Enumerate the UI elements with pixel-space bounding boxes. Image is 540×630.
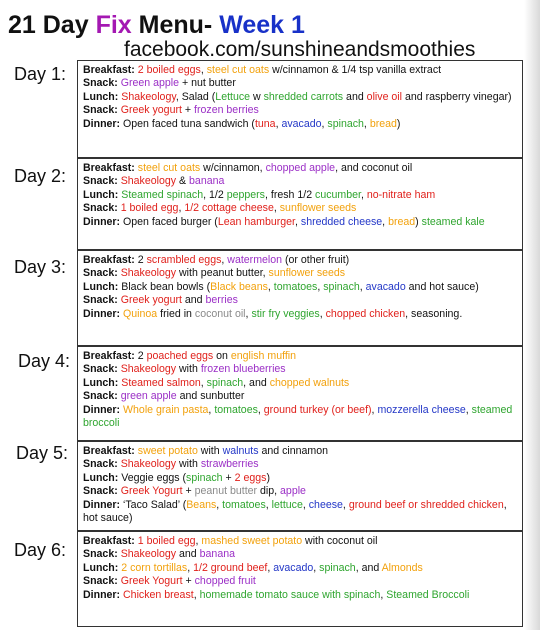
meal-label: Breakfast: bbox=[83, 350, 135, 362]
meal-text: with bbox=[176, 458, 201, 471]
meal-text: , bbox=[187, 561, 194, 574]
meal-label: Snack: bbox=[83, 485, 118, 498]
meal-text: , bbox=[195, 535, 202, 547]
meal-text: ‘Taco Salad’ ( bbox=[120, 498, 187, 511]
meal-text: , bbox=[265, 498, 272, 511]
meal-label: Lunch: bbox=[83, 188, 119, 201]
food-item: Shakeology bbox=[120, 175, 177, 188]
food-item: Shakeology bbox=[120, 267, 177, 280]
food-item: 2 corn tortillas bbox=[121, 561, 188, 574]
meal-text: , bbox=[319, 307, 326, 320]
food-item: ground beef or shredded chicken bbox=[348, 498, 504, 511]
meal-label: Breakfast: bbox=[83, 254, 135, 266]
meal-line bbox=[83, 472, 518, 485]
meal-label: Lunch: bbox=[83, 471, 119, 484]
meal-line bbox=[83, 118, 518, 131]
food-item: Greek yogurt bbox=[120, 294, 182, 307]
meal-line bbox=[83, 267, 518, 280]
food-item: tomatoes bbox=[214, 403, 258, 416]
meal-line bbox=[83, 535, 518, 548]
food-item: shredded cheese bbox=[300, 215, 383, 228]
food-item: spinach bbox=[323, 280, 360, 293]
meal-text: , bbox=[382, 215, 389, 228]
food-item: Steamed spinach bbox=[121, 188, 204, 201]
meal-label: Snack: bbox=[83, 77, 118, 90]
food-item: Green apple bbox=[120, 77, 180, 90]
meal-line bbox=[83, 589, 518, 602]
food-item: 2 eggs bbox=[234, 471, 267, 484]
meal-text: , bbox=[216, 498, 223, 511]
meal-text: and bbox=[176, 548, 200, 561]
meal-line bbox=[83, 562, 518, 575]
food-item: Shakeology bbox=[120, 458, 177, 471]
food-item: tomatoes bbox=[273, 280, 318, 293]
meal-label: Dinner: bbox=[83, 588, 121, 601]
meal-line bbox=[83, 202, 518, 215]
meal-text: , bbox=[245, 307, 252, 320]
food-item: Shakeology bbox=[120, 548, 177, 561]
meal-label: Snack: bbox=[83, 548, 118, 561]
meal-label: Lunch: bbox=[83, 280, 119, 293]
meal-text: , fresh 1/2 bbox=[264, 188, 316, 201]
meal-text: , bbox=[208, 403, 215, 416]
meal-text: , bbox=[193, 588, 200, 601]
food-item: no-nitrate ham bbox=[366, 188, 436, 201]
meal-text: , seasoning. bbox=[405, 307, 463, 320]
meal-label: Snack: bbox=[83, 390, 118, 403]
meal-text: , bbox=[465, 403, 472, 416]
meal-text: and raspberry vinegar) bbox=[402, 90, 512, 103]
meal-line bbox=[83, 499, 518, 526]
food-item: apple bbox=[280, 485, 306, 498]
food-item: Beans bbox=[186, 498, 217, 511]
meal-line bbox=[83, 548, 518, 561]
meal-line bbox=[83, 363, 518, 376]
meal-text: ) bbox=[266, 471, 270, 484]
meal-label: Dinner: bbox=[83, 215, 121, 228]
meal-line bbox=[83, 64, 518, 77]
food-item: steel cut oats bbox=[206, 64, 270, 76]
meal-text: and bbox=[181, 294, 206, 307]
meal-text: + nut butter bbox=[179, 77, 236, 90]
food-item: sunflower seeds bbox=[279, 202, 357, 215]
food-item: Chicken breast bbox=[123, 588, 194, 601]
meal-text: , bbox=[273, 202, 280, 215]
food-item: 1 boiled egg bbox=[137, 535, 196, 547]
food-item: cucumber bbox=[315, 188, 361, 201]
food-item: tomatoes bbox=[222, 498, 266, 511]
meal-text: ) bbox=[396, 117, 401, 130]
meal-text: w/cinnamon, bbox=[200, 162, 266, 174]
meal-text: 2 bbox=[134, 350, 147, 362]
meal-label: Snack: bbox=[83, 575, 118, 588]
meal-text: ) bbox=[415, 215, 422, 228]
meal-text: dip, bbox=[257, 485, 281, 498]
meal-label: Breakfast: bbox=[83, 445, 135, 457]
meal-line bbox=[83, 458, 518, 471]
meal-text: with bbox=[176, 363, 201, 376]
day-5-label: Day 5: bbox=[16, 443, 69, 463]
title-week: Week 1 bbox=[219, 11, 305, 39]
food-item: homemade tomato sauce with spinach bbox=[199, 588, 381, 601]
food-item: walnuts bbox=[222, 445, 259, 457]
food-item: olive oil bbox=[366, 90, 403, 103]
food-item: chopped apple bbox=[265, 162, 336, 174]
food-item: berries bbox=[205, 294, 238, 307]
meal-text: , Salad ( bbox=[175, 90, 216, 103]
food-item: mozzerella cheese bbox=[377, 403, 466, 416]
meal-line bbox=[83, 175, 518, 188]
meal-line bbox=[83, 485, 518, 498]
meal-text: Open faced burger ( bbox=[120, 215, 218, 228]
food-item: mashed sweet potato bbox=[201, 535, 303, 547]
meal-text: on bbox=[213, 350, 231, 362]
meal-text: Veggie eggs ( bbox=[118, 471, 187, 484]
food-item: steamed kale bbox=[421, 215, 485, 228]
meal-label: Dinner: bbox=[83, 307, 121, 320]
day-6-label: Day 6: bbox=[14, 540, 67, 560]
meal-text: , bbox=[200, 64, 207, 76]
meal-label: Dinner: bbox=[83, 498, 121, 511]
meal-line bbox=[83, 294, 518, 307]
food-item: stir fry veggies bbox=[251, 307, 320, 320]
food-item: frozen blueberries bbox=[200, 363, 286, 376]
food-item: green apple bbox=[120, 390, 177, 403]
meal-text: + bbox=[182, 575, 195, 588]
meal-text: w bbox=[250, 90, 264, 103]
meal-line bbox=[83, 308, 518, 321]
food-item: spinach bbox=[319, 561, 356, 574]
food-item: Shakeology bbox=[120, 363, 177, 376]
meal-text: fried in bbox=[157, 307, 195, 320]
meal-line bbox=[83, 575, 518, 588]
meal-text: Open faced tuna sandwich ( bbox=[120, 117, 255, 130]
food-item: Greek Yogurt bbox=[120, 485, 183, 498]
food-item: spinach bbox=[206, 376, 244, 389]
food-item: Shakeology bbox=[121, 90, 176, 103]
title-prefix: 21 Day bbox=[8, 11, 96, 39]
day-3-label: Day 3: bbox=[14, 257, 67, 277]
meal-text: , bbox=[221, 254, 228, 266]
meal-text: , bbox=[380, 588, 387, 601]
meal-label: Snack: bbox=[83, 202, 118, 215]
meal-line bbox=[83, 254, 518, 267]
meal-text: , 1/2 bbox=[203, 188, 227, 201]
food-item: Steamed Broccoli bbox=[386, 588, 470, 601]
food-item: english muffin bbox=[230, 350, 297, 362]
food-item: avacado bbox=[365, 280, 406, 293]
meal-text: , bbox=[363, 117, 370, 130]
meal-line bbox=[83, 162, 518, 175]
title-middle: Menu- bbox=[131, 11, 220, 39]
day-5-menu bbox=[77, 441, 523, 531]
meal-text: , bbox=[275, 117, 282, 130]
food-item: bread bbox=[388, 215, 416, 228]
food-item: peppers bbox=[226, 188, 265, 201]
meal-text: with bbox=[197, 445, 223, 457]
page-edge-shadow bbox=[524, 0, 540, 630]
meal-text: , bbox=[267, 280, 274, 293]
meal-text: , and coconut oil bbox=[335, 162, 413, 174]
meal-text: , bbox=[371, 403, 378, 416]
food-item: spinach bbox=[186, 471, 223, 484]
food-item: bread bbox=[369, 117, 397, 130]
food-item: sweet potato bbox=[137, 445, 198, 457]
food-item: Lean hamburger bbox=[217, 215, 295, 228]
food-item: 1 boiled egg bbox=[120, 202, 179, 215]
food-item: Black beans bbox=[210, 280, 268, 293]
page-title bbox=[8, 10, 305, 40]
day-2-label: Day 2: bbox=[14, 166, 67, 186]
meal-label: Lunch: bbox=[83, 90, 119, 103]
meal-label: Snack: bbox=[83, 175, 118, 188]
food-item: peanut butter bbox=[194, 485, 258, 498]
meal-text: , bbox=[302, 498, 309, 511]
food-item: steel cut oats bbox=[137, 162, 201, 174]
meal-text: , and bbox=[243, 376, 270, 389]
food-item: cheese bbox=[308, 498, 343, 511]
food-item: 2 boiled eggs bbox=[137, 64, 201, 76]
meal-text: and hot sauce) bbox=[405, 280, 479, 293]
food-item: strawberries bbox=[200, 458, 259, 471]
food-item: ground turkey (or beef) bbox=[263, 403, 372, 416]
food-item: coconut oil bbox=[194, 307, 246, 320]
food-item: Lettuce bbox=[215, 90, 251, 103]
meal-text: , bbox=[360, 188, 367, 201]
meal-text: and sunbutter bbox=[176, 390, 245, 403]
meal-text: , bbox=[317, 280, 324, 293]
meal-line bbox=[83, 445, 518, 458]
food-item: chopped walnuts bbox=[269, 376, 350, 389]
meal-text: , bbox=[342, 498, 349, 511]
meal-text: + bbox=[181, 104, 195, 117]
meal-text: 2 bbox=[134, 254, 147, 266]
meal-line bbox=[83, 77, 518, 90]
meal-line bbox=[83, 390, 518, 403]
food-item: banana bbox=[199, 548, 235, 561]
meal-text: , and bbox=[355, 561, 382, 574]
food-item: scrambled eggs bbox=[146, 254, 222, 266]
food-item: sunflower seeds bbox=[268, 267, 346, 280]
meal-label: Breakfast: bbox=[83, 64, 135, 76]
food-item: Quinoa bbox=[123, 307, 158, 320]
day-6-menu bbox=[77, 531, 523, 627]
food-item: shredded carrots bbox=[263, 90, 344, 103]
food-item: poached eggs bbox=[146, 350, 214, 362]
meal-text: Black bean bowls ( bbox=[118, 280, 211, 293]
meal-text: , bbox=[200, 376, 207, 389]
food-item: 1/2 ground beef bbox=[193, 561, 268, 574]
food-item: Greek yogurt bbox=[120, 104, 182, 117]
meal-line bbox=[83, 189, 518, 202]
meal-label: Snack: bbox=[83, 267, 118, 280]
food-item: lettuce bbox=[271, 498, 303, 511]
meal-label: Dinner: bbox=[83, 117, 121, 130]
facebook-url: facebook.com/sunshineandsmoothies bbox=[124, 38, 476, 61]
food-item: Whole grain pasta bbox=[123, 403, 209, 416]
meal-label: Snack: bbox=[83, 458, 118, 471]
meal-text: , bbox=[267, 561, 274, 574]
food-item: avacado bbox=[273, 561, 314, 574]
meal-label: Breakfast: bbox=[83, 535, 135, 547]
meal-text: , bbox=[178, 202, 185, 215]
meal-text: with peanut butter, bbox=[176, 267, 269, 280]
food-item: chopped chicken bbox=[325, 307, 406, 320]
title-fix: Fix bbox=[95, 11, 132, 39]
food-item: chopped fruit bbox=[194, 575, 256, 588]
day-4-menu bbox=[77, 346, 523, 441]
day-4-label: Day 4: bbox=[18, 351, 71, 371]
meal-text: , bbox=[359, 280, 366, 293]
meal-text: & bbox=[176, 175, 190, 188]
food-item: Steamed salmon bbox=[121, 376, 201, 389]
food-item: frozen berries bbox=[194, 104, 259, 117]
meal-text: w/cinnamon & 1/4 tsp vanilla extract bbox=[269, 64, 442, 76]
food-item: banana bbox=[189, 175, 225, 188]
meal-text: , bbox=[313, 561, 320, 574]
meal-line bbox=[83, 404, 518, 431]
food-item: spinach bbox=[327, 117, 364, 130]
food-item: Greek Yogurt bbox=[120, 575, 183, 588]
food-item: avacado bbox=[281, 117, 322, 130]
meal-label: Dinner: bbox=[83, 403, 121, 416]
meal-label: Snack: bbox=[83, 104, 118, 117]
meal-text: , bbox=[257, 403, 264, 416]
meal-text: + bbox=[222, 471, 235, 484]
meal-text: + bbox=[182, 485, 195, 498]
food-item: 1/2 cottage cheese bbox=[184, 202, 274, 215]
meal-line bbox=[83, 350, 518, 363]
meal-line bbox=[83, 91, 518, 104]
meal-line bbox=[83, 216, 518, 229]
meal-text: , hot sauce) bbox=[83, 498, 507, 525]
meal-text: with coconut oil bbox=[302, 535, 378, 547]
day-2-menu bbox=[77, 158, 523, 250]
day-1-menu bbox=[77, 60, 523, 158]
meal-line bbox=[83, 281, 518, 294]
food-item: tuna bbox=[254, 117, 276, 130]
meal-text: (or other fruit) bbox=[282, 254, 350, 266]
meal-text: , bbox=[295, 215, 301, 228]
day-3-menu bbox=[77, 250, 523, 346]
meal-text: , bbox=[321, 117, 328, 130]
meal-label: Lunch: bbox=[83, 376, 119, 389]
meal-line bbox=[83, 104, 518, 117]
food-item: watermelon bbox=[227, 254, 283, 266]
meal-label: Snack: bbox=[83, 294, 118, 307]
meal-text: and bbox=[343, 90, 367, 103]
food-item: steamed broccoli bbox=[83, 403, 513, 430]
meal-text: and cinnamon bbox=[258, 445, 329, 457]
meal-label: Snack: bbox=[83, 363, 118, 376]
meal-label: Lunch: bbox=[83, 561, 119, 574]
day-1-label: Day 1: bbox=[14, 64, 67, 84]
meal-line bbox=[83, 377, 518, 390]
meal-label: Breakfast: bbox=[83, 162, 135, 174]
food-item: Almonds bbox=[381, 561, 423, 574]
